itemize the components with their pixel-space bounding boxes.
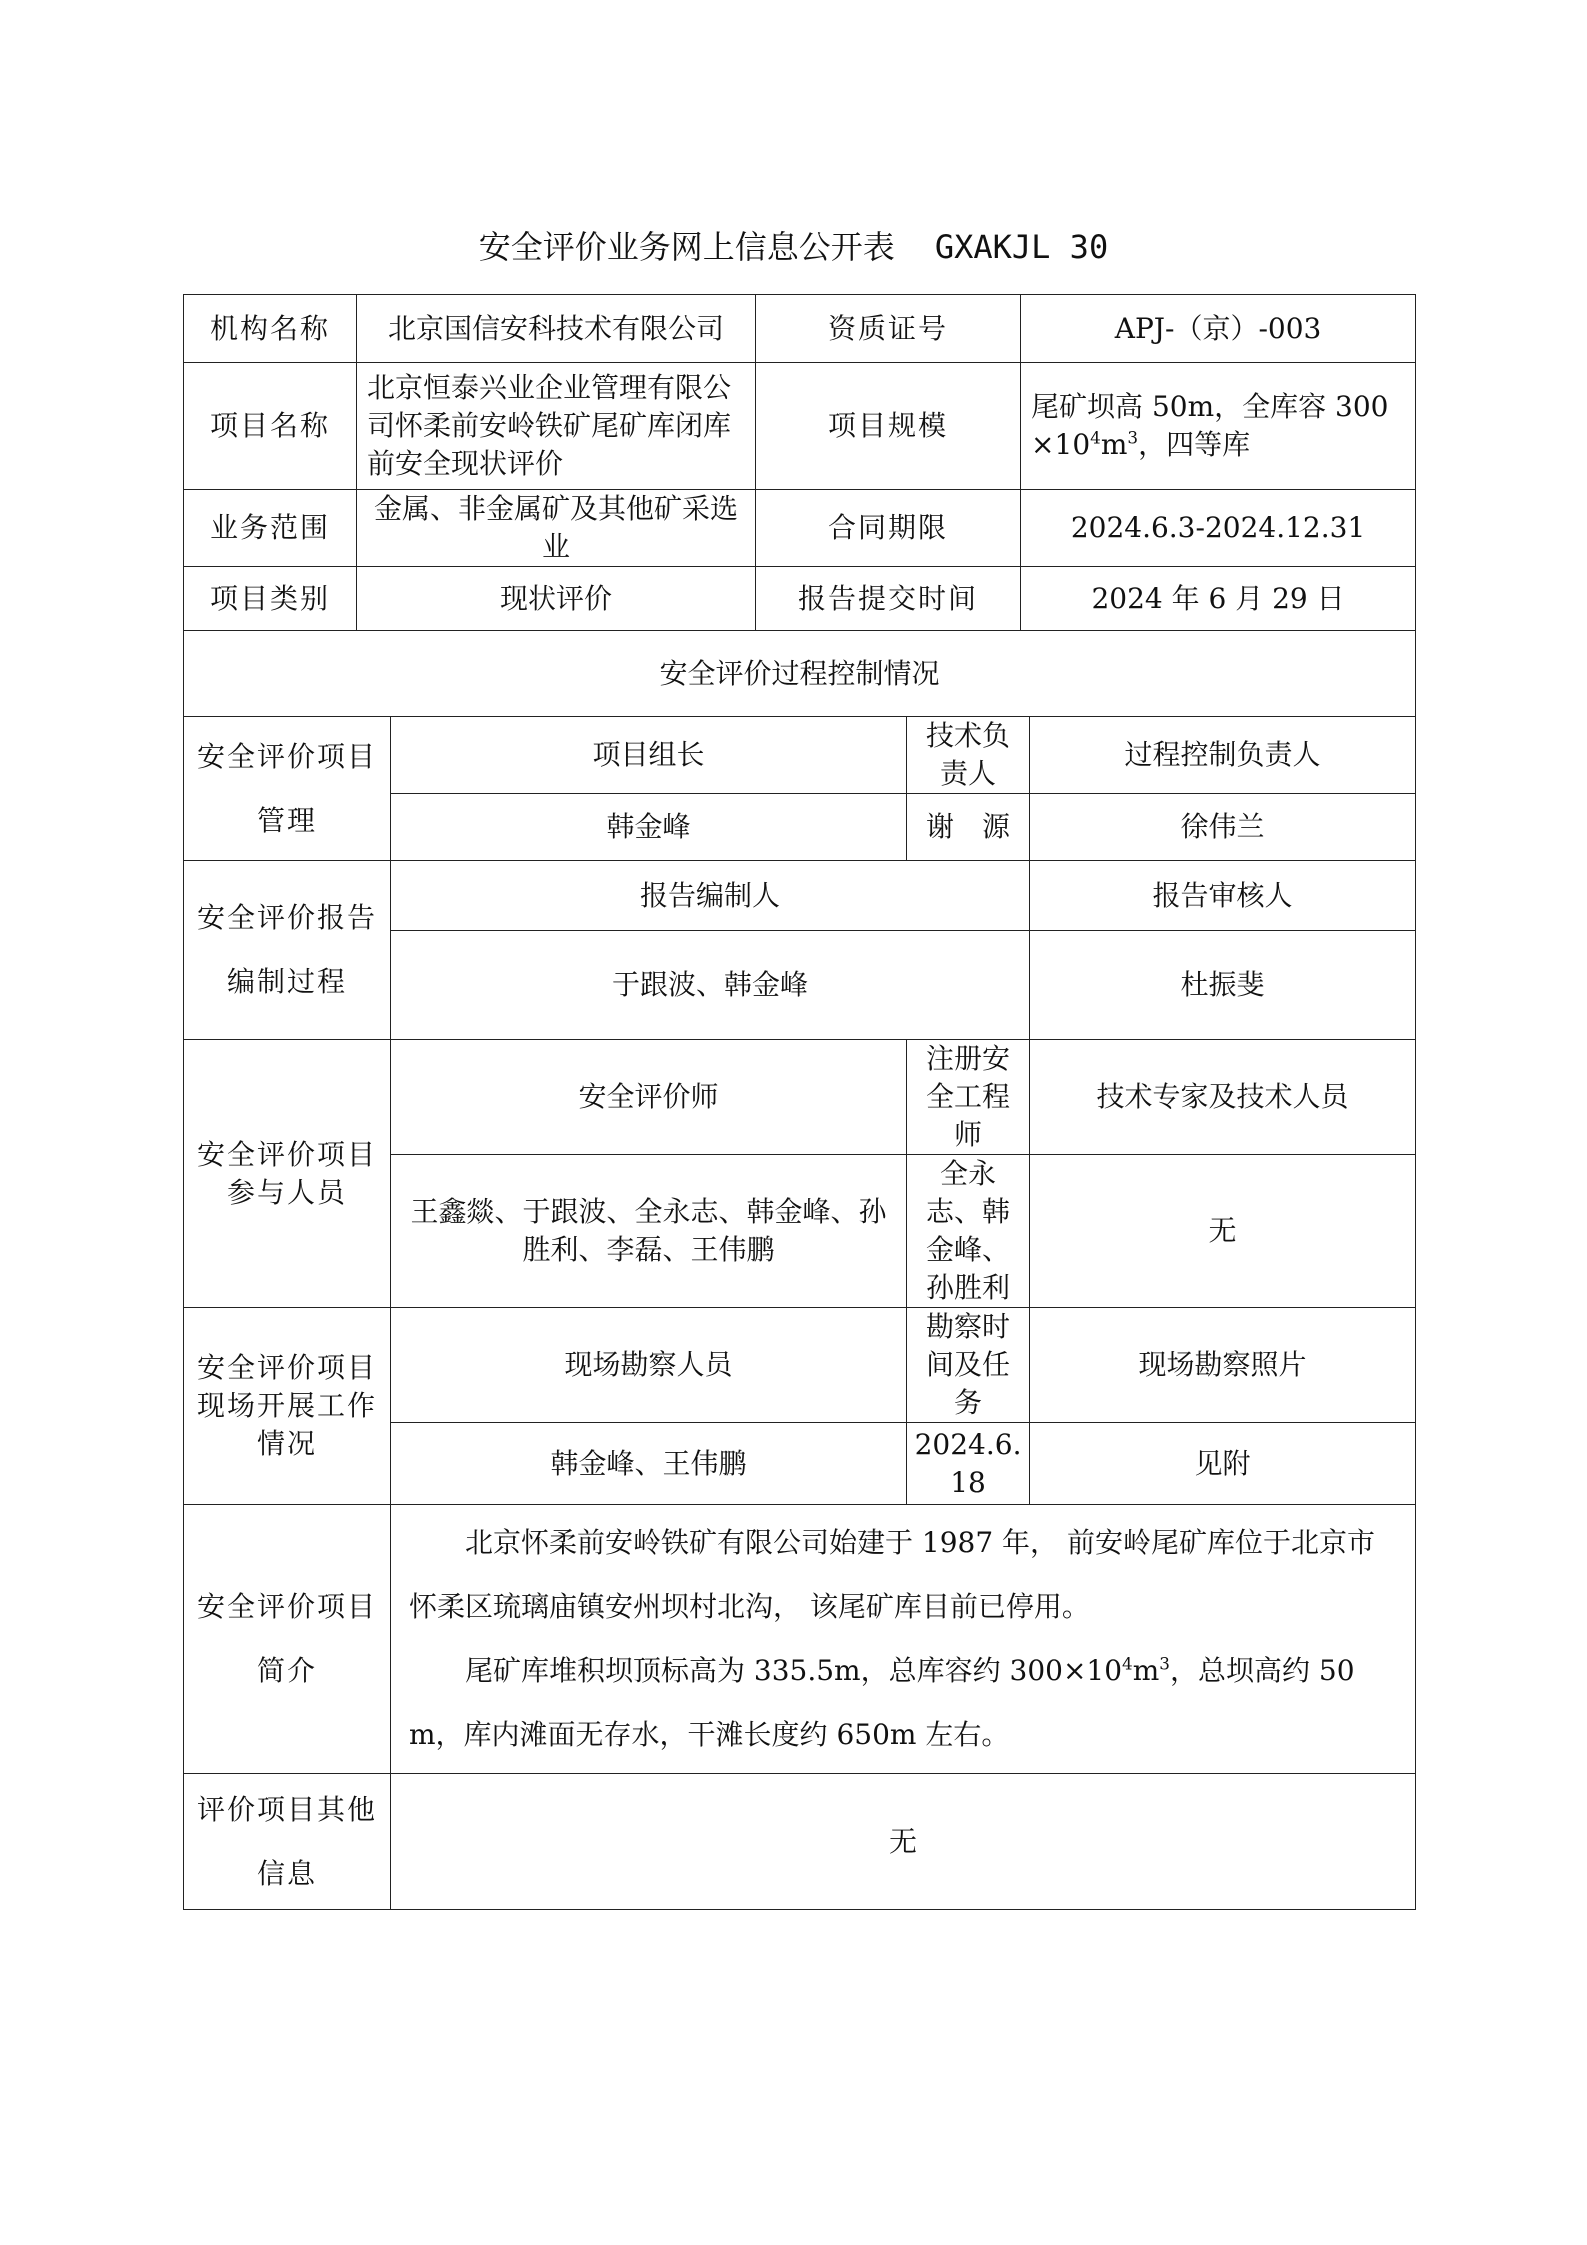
leader-header: 项目组长 bbox=[391, 717, 907, 794]
reviewer-value: 杜振斐 bbox=[1030, 931, 1416, 1040]
participants-label: 安全评价项目参与人员 bbox=[184, 1040, 391, 1308]
project-scale-value bbox=[1021, 363, 1416, 490]
experts-value: 无 bbox=[1030, 1155, 1416, 1308]
participants-header-row bbox=[184, 1040, 1416, 1155]
section-row bbox=[184, 631, 1416, 717]
site-label: 安全评价项目现场开展工作情况 bbox=[184, 1308, 391, 1505]
site-header-row bbox=[184, 1308, 1416, 1423]
process-value: 徐伟兰 bbox=[1030, 794, 1416, 861]
business-value: 金属、非金属矿及其他矿采选业 bbox=[357, 490, 756, 567]
project-scale-label: 项目规模 bbox=[756, 363, 1021, 490]
evaluator-header: 安全评价师 bbox=[391, 1040, 907, 1155]
category-value: 现状评价 bbox=[357, 567, 756, 631]
management-header-row bbox=[184, 717, 1416, 794]
report-label: 安全评价报告编制过程 bbox=[184, 861, 391, 1040]
title-text: 安全评价业务网上信息公开表 bbox=[478, 228, 895, 266]
org-row bbox=[184, 295, 1416, 363]
intro-row bbox=[184, 1505, 1416, 1774]
authors-value: 于跟波、韩金峰 bbox=[391, 931, 1030, 1040]
intro-exp: 4 bbox=[1122, 1653, 1133, 1674]
tech-value: 谢 源 bbox=[907, 794, 1030, 861]
tech-header: 技术负责人 bbox=[907, 717, 1030, 794]
disclosure-table bbox=[183, 294, 1416, 1910]
scale-exp: 4 bbox=[1090, 427, 1101, 448]
reviewer-header: 报告审核人 bbox=[1030, 861, 1416, 931]
intro-exp-2: 3 bbox=[1159, 1653, 1170, 1674]
other-value: 无 bbox=[391, 1774, 1416, 1910]
author-header: 报告编制人 bbox=[391, 861, 1030, 931]
intro-para2-tail: ，总坝高约 50m，库内滩面无存水，干滩长度约 650m 左右。 bbox=[409, 1654, 1355, 1751]
intro-paragraph-2 bbox=[409, 1639, 1397, 1767]
cert-value: APJ-（京）-003 bbox=[1021, 295, 1416, 363]
form-code: GXAKJL 30 bbox=[934, 228, 1109, 266]
page-title bbox=[0, 222, 1587, 272]
photo-value: 见附 bbox=[1030, 1423, 1416, 1505]
report-header-row bbox=[184, 861, 1416, 931]
engineers-value: 全永志、韩金峰、孙胜利 bbox=[907, 1155, 1030, 1308]
scale-text: 尾矿坝高 50m，全库容 300×10 bbox=[1031, 390, 1389, 461]
process-header: 过程控制负责人 bbox=[1030, 717, 1416, 794]
org-value: 北京国信安科技术有限公司 bbox=[357, 295, 756, 363]
time-value: 2024.6.18 bbox=[907, 1423, 1030, 1505]
staff-value: 韩金峰、王伟鹏 bbox=[391, 1423, 907, 1505]
cert-label: 资质证号 bbox=[756, 295, 1021, 363]
submit-value: 2024 年 6 月 29 日 bbox=[1021, 567, 1416, 631]
expert-header: 技术专家及技术人员 bbox=[1030, 1040, 1416, 1155]
business-row bbox=[184, 490, 1416, 567]
scale-exp-2: 3 bbox=[1127, 427, 1139, 448]
project-row bbox=[184, 363, 1416, 490]
scale-text-2: ，四等库 bbox=[1138, 428, 1251, 461]
project-name-label: 项目名称 bbox=[184, 363, 357, 490]
leader-value: 韩金峰 bbox=[391, 794, 907, 861]
intro-para2-text: 尾矿库堆积坝顶标高为 335.5m，总库容约 300×10 bbox=[465, 1654, 1123, 1687]
intro-label: 安全评价项目简介 bbox=[184, 1505, 391, 1774]
scale-unit: m bbox=[1100, 428, 1128, 461]
category-label: 项目类别 bbox=[184, 567, 357, 631]
project-name-value: 北京恒泰兴业企业管理有限公司怀柔前安岭铁矿尾矿库闭库前安全现状评价 bbox=[357, 363, 756, 490]
other-row bbox=[184, 1774, 1416, 1910]
time-header: 勘察时间及任务 bbox=[907, 1308, 1030, 1423]
category-row bbox=[184, 567, 1416, 631]
business-label: 业务范围 bbox=[184, 490, 357, 567]
section-title: 安全评价过程控制情况 bbox=[184, 631, 1416, 717]
engineer-header: 注册安全工程师 bbox=[907, 1040, 1030, 1155]
evaluators-value: 王鑫燚、于跟波、全永志、韩金峰、孙胜利、李磊、王伟鹏 bbox=[391, 1155, 907, 1308]
intro-paragraph-1: 北京怀柔前安岭铁矿有限公司始建于 1987 年， 前安岭尾矿库位于北京市怀柔区琉璃庙镇安州坝村北沟， 该尾矿库目前已停用。 bbox=[409, 1526, 1375, 1623]
intro-text bbox=[391, 1505, 1416, 1774]
submit-label: 报告提交时间 bbox=[756, 567, 1021, 631]
contract-label: 合同期限 bbox=[756, 490, 1021, 567]
org-label: 机构名称 bbox=[184, 295, 357, 363]
staff-header: 现场勘察人员 bbox=[391, 1308, 907, 1423]
photo-header: 现场勘察照片 bbox=[1030, 1308, 1416, 1423]
management-label: 安全评价项目管理 bbox=[184, 717, 391, 861]
intro-unit: m bbox=[1132, 1654, 1160, 1687]
other-label: 评价项目其他信息 bbox=[184, 1774, 391, 1910]
contract-value: 2024.6.3-2024.12.31 bbox=[1021, 490, 1416, 567]
